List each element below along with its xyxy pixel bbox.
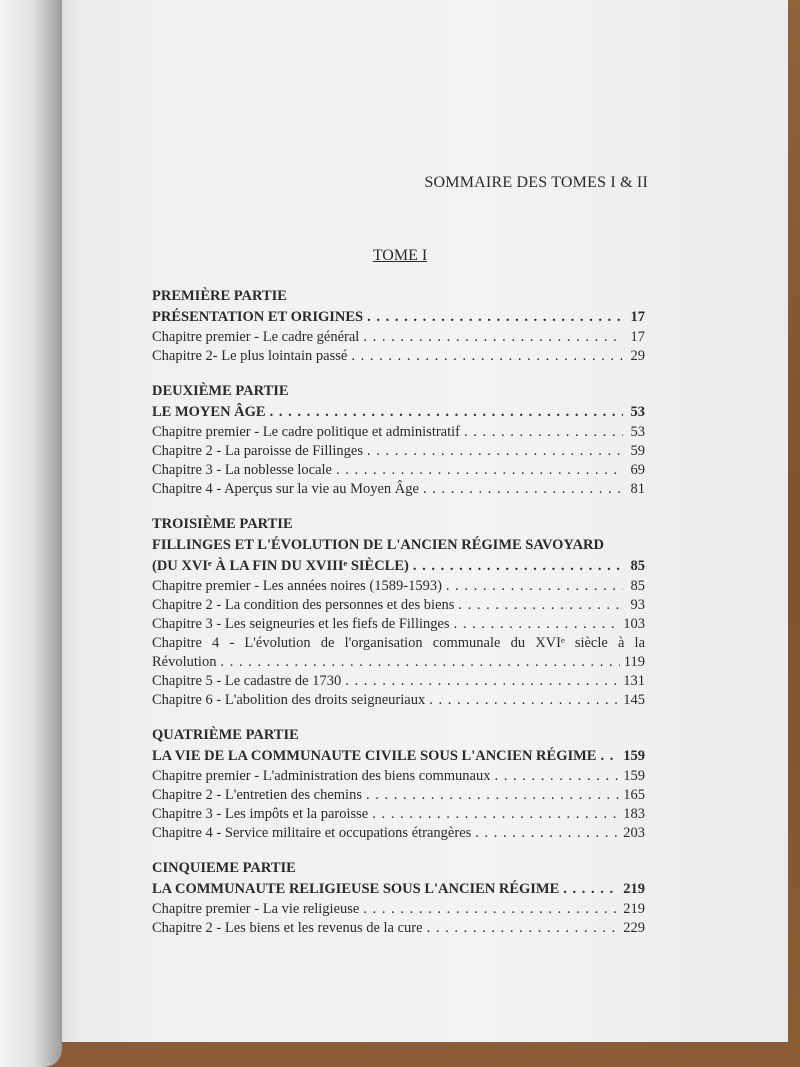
dot-leader (220, 653, 619, 672)
entry-title: Chapitre 4 - Aperçus sur la vie au Moyen Âge (152, 481, 419, 497)
page-number: 17 (630, 309, 645, 325)
page-number: 165 (623, 787, 645, 803)
dot-leader (494, 767, 619, 786)
dot-leader (429, 691, 619, 710)
dot-leader (563, 879, 619, 900)
part-label: CINQUIEME PARTIE (152, 860, 296, 876)
entry-title: Chapitre 2 - La paroisse de Fillinges (152, 443, 364, 459)
dot-leader (372, 805, 619, 824)
page-number: 145 (623, 692, 645, 708)
chapter-entry (152, 615, 645, 634)
toc-part (152, 381, 645, 499)
facing-page-edge (0, 0, 62, 1067)
chapter-entry (152, 423, 645, 442)
chapter-entry (152, 442, 645, 461)
page-number: 159 (623, 748, 645, 764)
dot-leader (367, 307, 623, 328)
part-label: QUATRIÈME PARTIE (152, 727, 299, 743)
chapter-entry (152, 786, 645, 805)
toc-part (152, 514, 645, 710)
chapter-title-line: Chapitre 4 - L'évolution de l'organisation communale du XVIᵉ siècle à la (152, 635, 645, 651)
entry-title: Chapitre 2 - La condition des personnes et des biens (152, 597, 455, 613)
page-number: 29 (630, 348, 645, 364)
page-number: 119 (623, 654, 645, 670)
entry-title: Chapitre premier - Le cadre général (152, 329, 360, 345)
entry-title: Révolution (152, 654, 217, 670)
chapter-entry (152, 691, 645, 710)
dot-leader (351, 347, 623, 366)
entry-title: Chapitre 6 - L'abolition des droits seigneuriaux (152, 692, 426, 708)
entry-title: Chapitre premier - La vie religieuse (152, 901, 360, 917)
part-label: TROISIÈME PARTIE (152, 516, 293, 532)
chapter-entry (152, 919, 645, 938)
page-number: 85 (630, 578, 645, 594)
entry-title: Chapitre premier - L'administration des biens communaux (152, 768, 491, 784)
page-number: 81 (630, 481, 645, 497)
page-number: 53 (630, 424, 645, 440)
page-number: 93 (630, 597, 645, 613)
part-title-entry (152, 746, 645, 767)
chapter-entry (152, 824, 645, 843)
page-number: 53 (630, 404, 645, 420)
entry-title: (DU XVIᵉ À LA FIN DU XVIIIᵉ SIÈCLE) (152, 558, 409, 574)
chapter-entry (152, 805, 645, 824)
entry-title: Chapitre 3 - Les impôts et la paroisse (152, 806, 369, 822)
dot-leader (270, 402, 623, 423)
dot-leader (446, 577, 623, 596)
page-number: 85 (630, 558, 645, 574)
chapter-entry (152, 767, 645, 786)
entry-title: LE MOYEN ÂGE (152, 404, 266, 420)
dot-leader (458, 596, 623, 615)
entry-title: Chapitre 2- Le plus lointain passé (152, 348, 348, 364)
part-label: PREMIÈRE PARTIE (152, 288, 287, 304)
dot-leader (336, 461, 623, 480)
page-number: 17 (630, 329, 645, 345)
dot-leader (345, 672, 619, 691)
chapter-entry (152, 596, 645, 615)
entry-title: LA VIE DE LA COMMUNAUTE CIVILE SOUS L'ANCIEN RÉGIME (152, 748, 597, 764)
chapter-entry (152, 480, 645, 499)
chapter-entry (152, 347, 645, 366)
tome-heading: TOME I (372, 247, 428, 264)
page-number: 183 (623, 806, 645, 822)
toc-part (152, 286, 645, 366)
page-number: 69 (630, 462, 645, 478)
table-of-contents (152, 286, 645, 953)
part-title-entry (152, 556, 645, 577)
chapter-entry (152, 328, 645, 347)
page-number: 131 (623, 673, 645, 689)
entry-title: Chapitre 3 - La noblesse locale (152, 462, 332, 478)
dot-leader (427, 919, 620, 938)
toc-part (152, 725, 645, 843)
entry-title: PRÉSENTATION ET ORIGINES (152, 309, 364, 325)
part-title-line: FILLINGES ET L'ÉVOLUTION DE L'ANCIEN RÉGIME SAVOYARD (152, 537, 604, 553)
page-number: 219 (623, 881, 645, 897)
entry-title: Chapitre premier - Les années noires (1589-1593) (152, 578, 442, 594)
page-number: 203 (623, 825, 645, 841)
part-title-entry (152, 307, 645, 328)
dot-leader (454, 615, 620, 634)
toc-part (152, 858, 645, 938)
dot-leader (600, 746, 619, 767)
dot-leader (367, 442, 623, 461)
dot-leader (423, 480, 623, 499)
chapter-entry (152, 900, 645, 919)
entry-title: Chapitre 4 - Service militaire et occupations étrangères (152, 825, 472, 841)
dot-leader (413, 556, 623, 577)
dot-leader (464, 423, 623, 442)
chapter-entry (152, 461, 645, 480)
entry-title: Chapitre 2 - Les biens et les revenus de la cure (152, 920, 423, 936)
dot-leader (363, 328, 623, 347)
entry-title: LA COMMUNAUTE RELIGIEUSE SOUS L'ANCIEN RÉGIME (152, 881, 560, 897)
page-number: 229 (623, 920, 645, 936)
dot-leader (363, 900, 619, 919)
page-title: SOMMAIRE DES TOMES I & II (424, 174, 648, 191)
chapter-entry (152, 672, 645, 691)
page-number: 59 (630, 443, 645, 459)
part-title-entry (152, 402, 645, 423)
part-title-entry (152, 879, 645, 900)
entry-title: Chapitre premier - Le cadre politique et administratif (152, 424, 461, 440)
entry-title: Chapitre 5 - Le cadastre de 1730 (152, 673, 342, 689)
dot-leader (366, 786, 619, 805)
part-label: DEUXIÈME PARTIE (152, 383, 289, 399)
chapter-entry (152, 577, 645, 596)
entry-title: Chapitre 3 - Les seigneuries et les fiefs de Fillinges (152, 616, 450, 632)
page-number: 219 (623, 901, 645, 917)
page-number: 103 (623, 616, 645, 632)
page-number: 159 (623, 768, 645, 784)
dot-leader (475, 824, 619, 843)
entry-title: Chapitre 2 - L'entretien des chemins (152, 787, 362, 803)
chapter-entry (152, 653, 645, 672)
